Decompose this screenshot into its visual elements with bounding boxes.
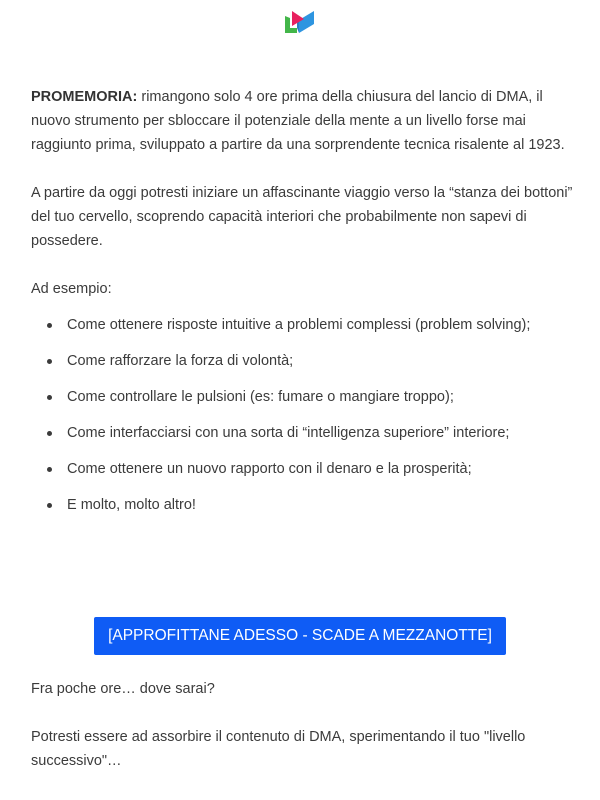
bullet-icon <box>47 359 52 364</box>
bullet-icon <box>47 431 52 436</box>
list-item: Come ottenere risposte intuitive a problemi complessi (problem solving); <box>67 313 579 337</box>
closing-text: Potresti essere ad assorbire il contenuto di DMA, sperimentando il tuo "livello successivo"… <box>31 729 526 769</box>
list-item: Come ottenere un nuovo rapporto con il denaro e la prosperità; <box>67 457 579 481</box>
examples-label: Ad esempio: <box>31 281 112 297</box>
list-item: Come rafforzare la forza di volontà; <box>67 349 579 373</box>
intro-paragraph: A partire da oggi potresti iniziare un affascinante viaggio verso la “stanza dei bottoni” del tuo cervello, scoprendo capacità interiori che probabilmente non sapevi di possedere. <box>31 185 573 249</box>
list-item: Come controllare le pulsioni (es: fumare o mangiare troppo); <box>67 385 579 409</box>
list-item: E molto, molto altro! <box>67 493 579 517</box>
cta-row <box>0 617 600 655</box>
header <box>0 6 600 36</box>
closing-section <box>31 677 579 773</box>
list-item: Come interfacciarsi con una sorta di “intelligenza superiore” interiore; <box>67 421 579 445</box>
reminder-text: rimangono solo 4 ore prima della chiusura del lancio di DMA, il nuovo strumento per sbloccare il potenziale della mente a un livello forse mai raggiunto prima, sviluppato a partire da una sorprendente tecnica risalente al 1923. <box>31 89 565 153</box>
bullet-icon <box>47 395 52 400</box>
examples-list <box>31 313 579 517</box>
reminder-paragraph <box>31 85 579 157</box>
cta-button[interactable]: [APPROFITTANE ADESSO - SCADE A MEZZANOTTE] <box>94 617 506 655</box>
reminder-label: PROMEMORIA: <box>31 89 138 105</box>
bullet-icon <box>47 323 52 328</box>
bullet-icon <box>47 503 52 508</box>
bullet-icon <box>47 467 52 472</box>
brand-logo-icon <box>279 6 321 36</box>
closing-question: Fra poche ore… dove sarai? <box>31 681 215 697</box>
email-body <box>31 85 579 529</box>
